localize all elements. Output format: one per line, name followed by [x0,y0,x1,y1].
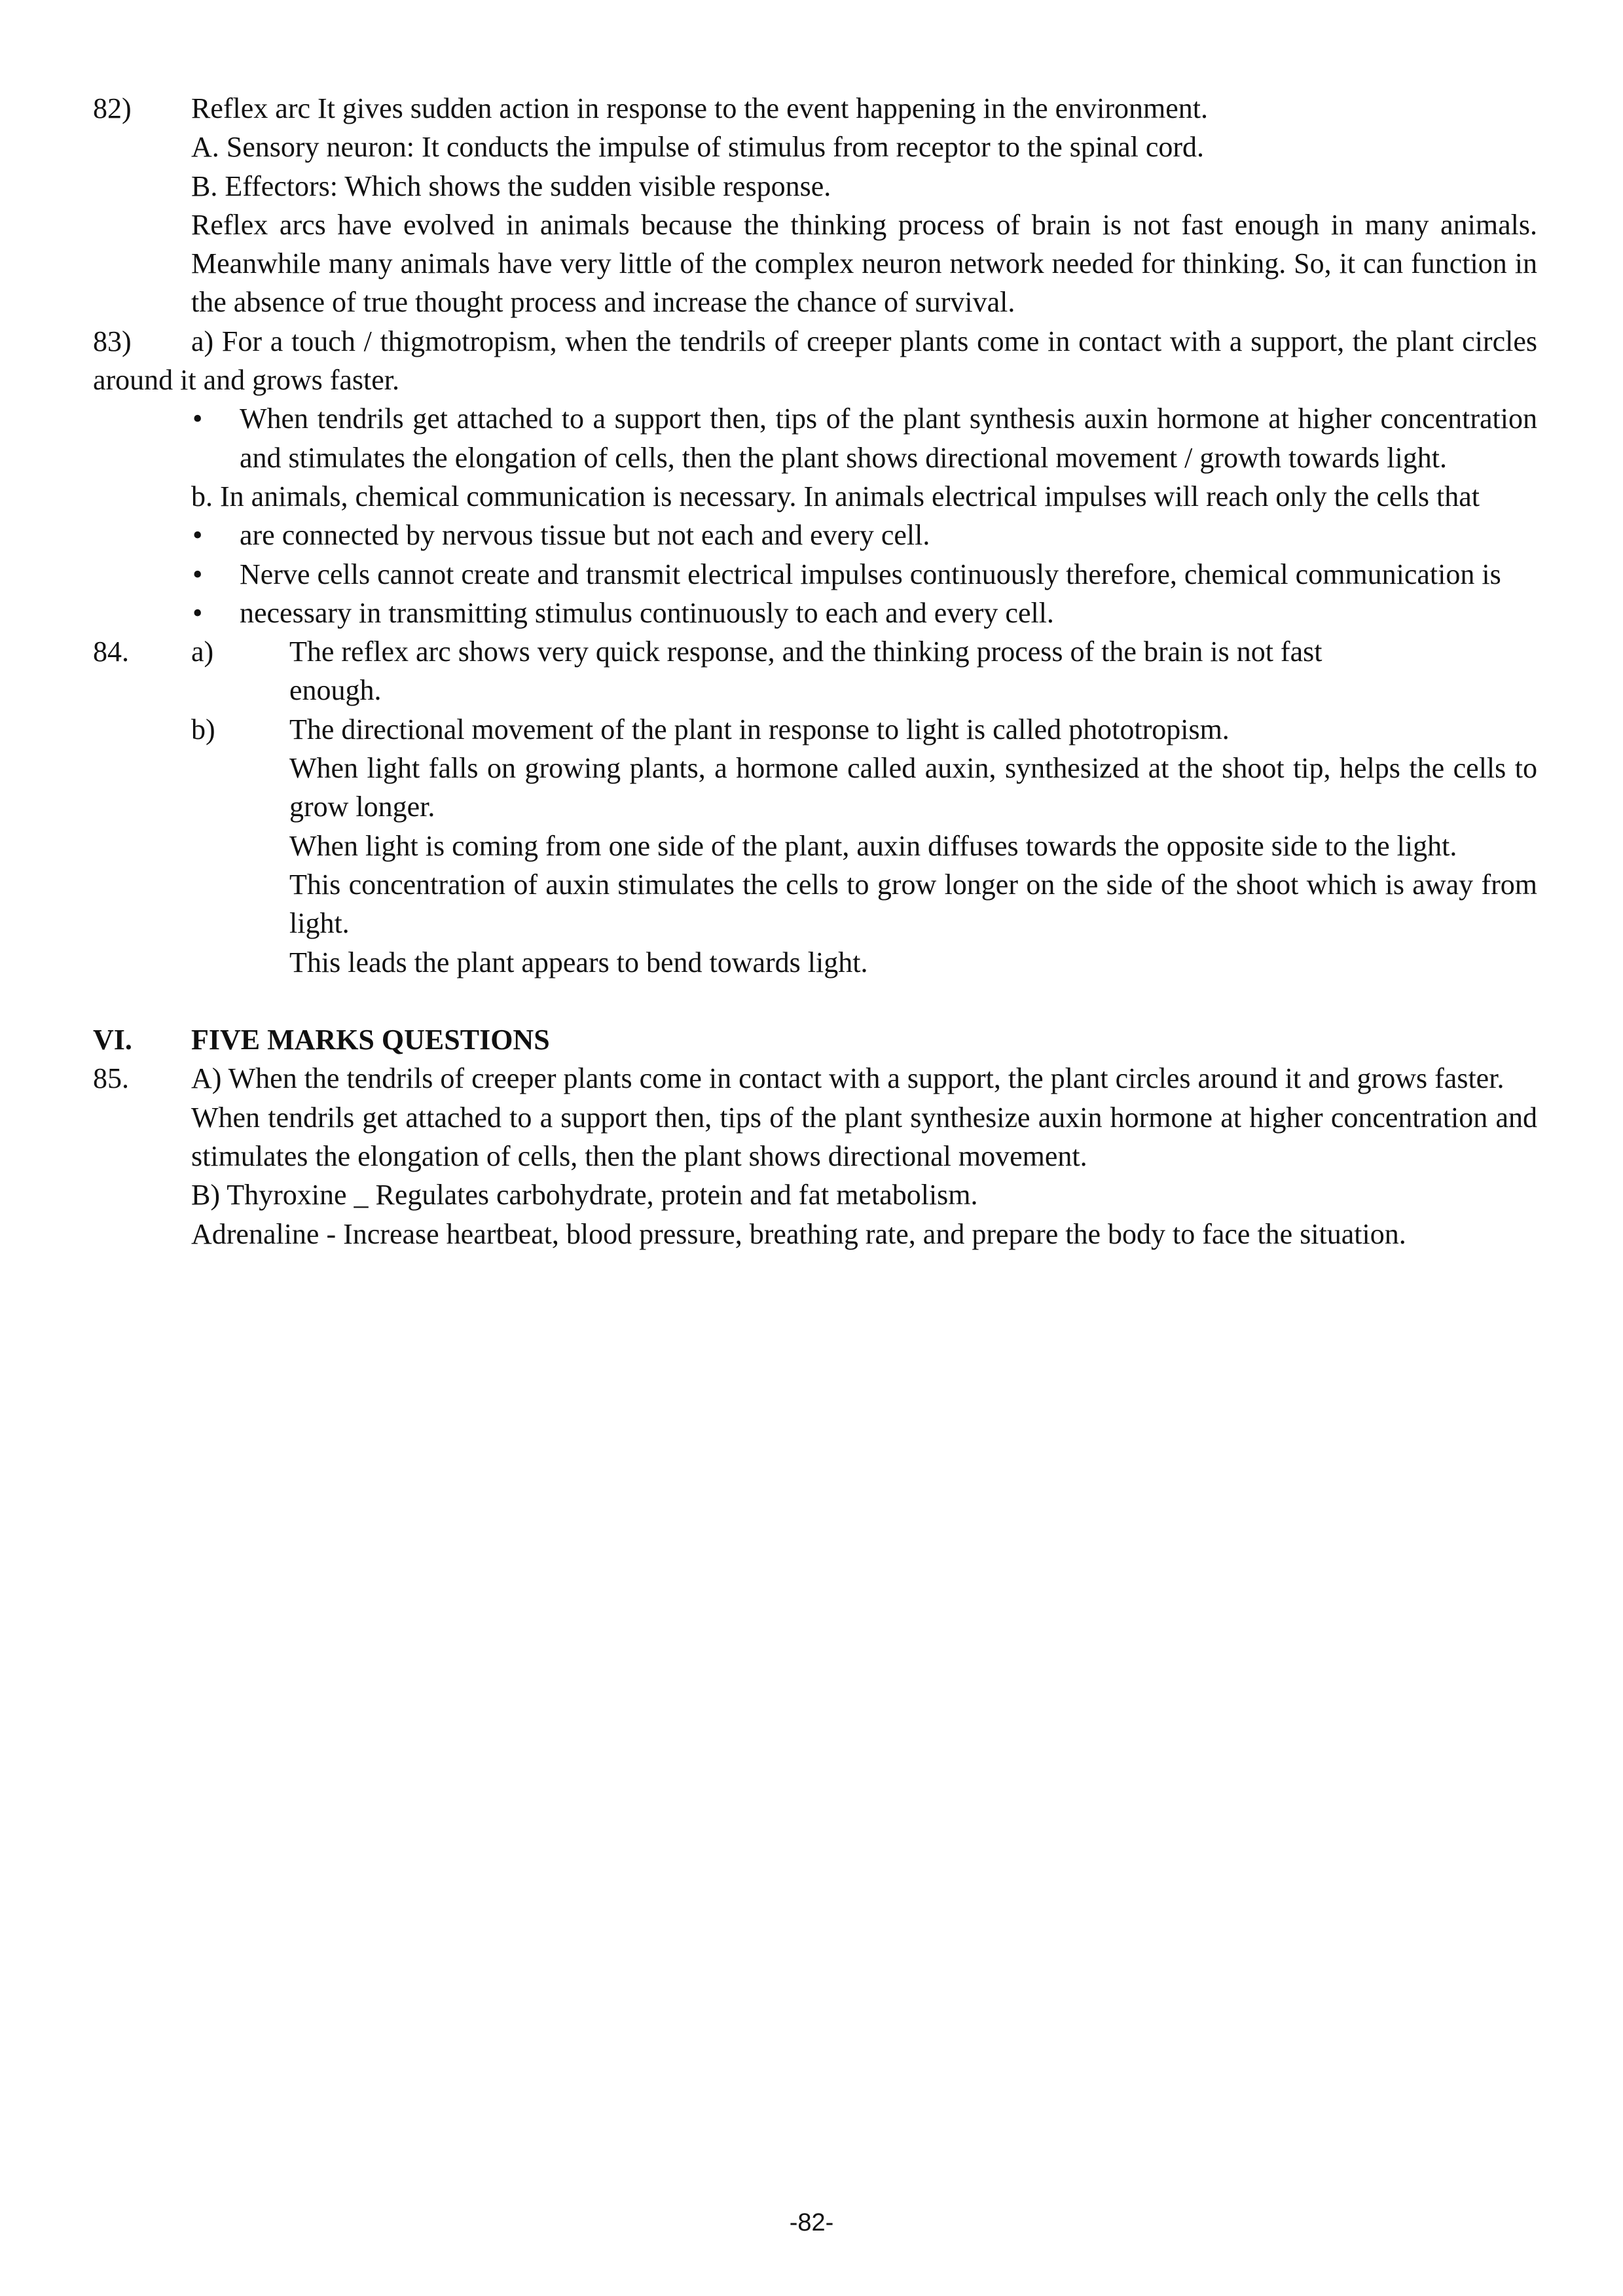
bullet-item [192,555,1537,594]
answer-paragraph: The reflex arc shows very quick response, and the thinking process of the brain is not fast enough. [289,636,1322,707]
document-page [93,89,1537,1253]
answer-83a [93,322,1537,400]
answer-line: The directional movement of the plant in response to light is called phototropism. [289,713,1230,745]
answer-line: This leads the plant appears to bend towards light. [289,946,868,978]
answer-line: When light is coming from one side of the plant, auxin diffuses towards the opposite side to the light. [289,829,1457,862]
section-title: FIVE MARKS QUESTIONS [191,1024,550,1056]
answer-line: This concentration of auxin stimulates the cells to grow longer on the side of the shoot which is away from light. [289,868,1537,940]
sub-label: a) [191,636,214,668]
answer-83 [93,322,1537,632]
answer-paragraph: a) For a touch / thigmotropism, when the tendrils of creeper plants come in contact with a support, the plant circles around it and grows faster. [93,325,1537,397]
question-number: 83) [93,325,132,357]
answer-84b [93,710,1537,982]
bullet-text: necessary in transmitting stimulus continuously to each and every cell. [240,596,1054,629]
answer-84 [93,632,1537,982]
answer-line: Reflex arc It gives sudden action in response to the event happening in the environment. [191,92,1208,124]
question-number: 84. [93,636,129,668]
section-heading [93,1020,1537,1059]
question-number: 82) [93,92,132,124]
bullet-icon: • [192,558,203,590]
sub-label: b) [191,713,215,745]
answer-line: B) Thyroxine _ Regulates carbohydrate, protein and fat metabolism. [191,1179,978,1211]
answer-paragraph: Reflex arcs have evolved in animals because the thinking process of brain is not fast enough in many animals. Meanwhile many animals have very little of the complex neuron network needed for thinking. So, it can function in the absence of true thought process and increase the chance of survival. [191,208,1537,319]
answer-line: When light falls on growing plants, a hormone called auxin, synthesized at the shoot tip, helps the cells to grow longer. [289,752,1537,823]
bullet-item [192,594,1537,632]
bullet-icon: • [192,596,203,629]
bullet-text: Nerve cells cannot create and transmit electrical impulses continuously therefore, chemical communication is [240,558,1501,590]
answer-line: B. Effectors: Which shows the sudden visible response. [191,170,831,202]
answer-84a [93,632,1537,710]
answer-paragraph: A) When the tendrils of creeper plants come in contact with a support, the plant circles around it and grows faster. [191,1062,1504,1095]
answer-paragraph: b. In animals, chemical communication is necessary. In animals electrical impulses will reach only the cells that [191,480,1480,512]
bullet-text: are connected by nervous tissue but not each and every cell. [240,519,930,552]
answer-85 [93,1059,1537,1253]
answer-paragraph: When tendrils get attached to a support then, tips of the plant synthesize auxin hormone at higher concentration and stimulates the elongation of cells, then the plant shows directional movement. [191,1101,1537,1173]
bullet-item [192,516,1537,554]
answer-line: A. Sensory neuron: It conducts the impulse of stimulus from receptor to the spinal cord. [191,131,1205,164]
answer-line: Adrenaline - Increase heartbeat, blood pressure, breathing rate, and prepare the body to face the situation. [191,1217,1406,1250]
bullet-item [192,399,1537,477]
section-number: VI. [93,1024,132,1056]
question-number: 85. [93,1062,129,1095]
bullet-text: When tendrils get attached to a support then, tips of the plant synthesis auxin hormone at higher concentration and stimulates the elongation of cells, then the plant shows directional movement / growth towards light. [240,403,1537,474]
answer-82 [93,89,1537,322]
bullet-icon: • [192,519,203,552]
bullet-icon: • [192,403,203,435]
page-number: -82- [789,2209,834,2236]
